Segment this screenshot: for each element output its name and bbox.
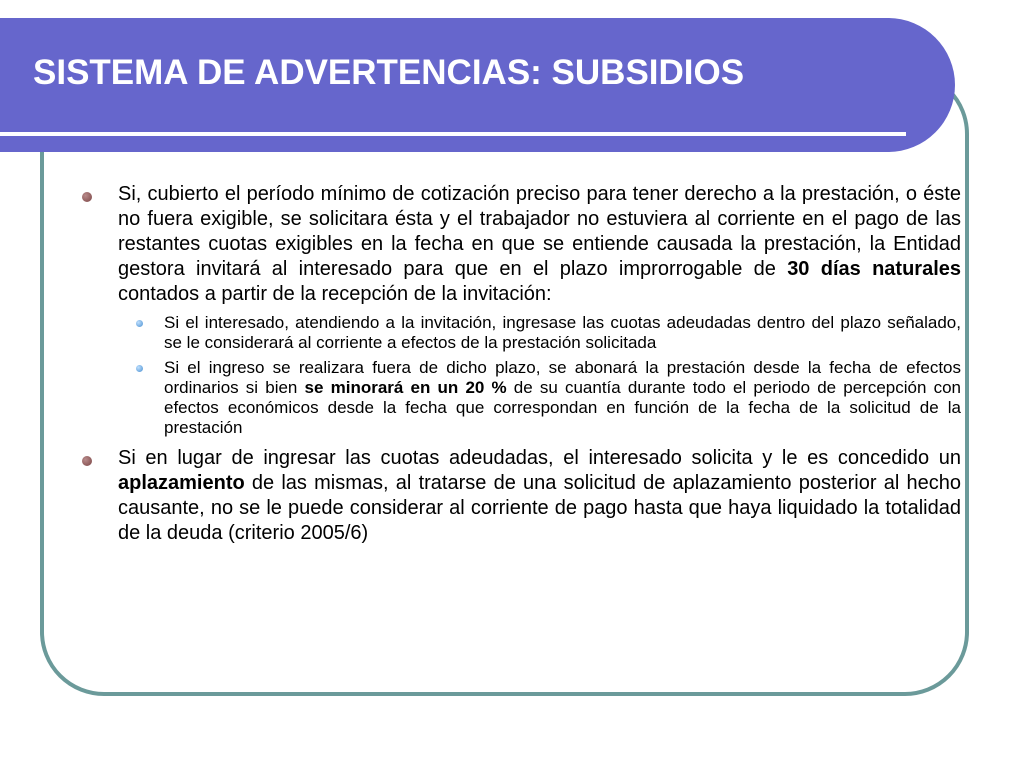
bullet-item [118, 182, 961, 307]
sub-bullet-text: de su cuantía durante todo el periodo de percepción con efectos económicos desde la fecha que correspondan en función de la fecha de la solicitud de la prestación [164, 378, 961, 437]
sub-bullet-dot-icon [136, 320, 143, 327]
bullet-item [118, 446, 961, 546]
bullet-bold-text: aplazamiento [118, 472, 245, 494]
bullet-text: contados a partir de la recepción de la invitación: [118, 283, 552, 305]
bullet-dot-icon [82, 192, 92, 202]
slide-title: SISTEMA DE ADVERTENCIAS: SUBSIDIOS [33, 53, 745, 92]
bullet-dot-icon [82, 456, 92, 466]
title-underline [0, 132, 906, 136]
slide-body [118, 182, 961, 552]
bullet-bold-text: 30 días naturales [787, 258, 961, 280]
sub-bullet-text: Si el ingreso se realizara fuera de dicho plazo, se abonará la prestación desde la fecha de efectos ordinarios si bien [164, 358, 961, 397]
sub-bullet-bold-text: se minorará en un 20 % [304, 378, 507, 397]
sub-bullet-item [164, 313, 961, 353]
bullet-text: Si en lugar de ingresar las cuotas adeudadas, el interesado solicita y le es concedido un [118, 447, 961, 469]
sub-bullet-item [164, 358, 961, 438]
bullet-text: Si, cubierto el período mínimo de cotización preciso para tener derecho a la prestación, o éste no fuera exigible, se solicitara ésta y el trabajador no estuviera al corriente en el pago de las restantes cuotas exigibles en la fecha en que se entiende causada la prestación, la Entidad gestora invitará al interesado para que en el plazo improrrogable de [118, 183, 961, 280]
bullet-text: de las mismas, al tratarse de una solicitud de aplazamiento posterior al hecho causante, no se le puede considerar al corriente de pago hasta que haya liquidado la totalidad de la deuda (criterio 2005/6) [118, 472, 961, 544]
sub-bullet-text: Si el interesado, atendiendo a la invitación, ingresase las cuotas adeudadas dentro del plazo señalado, se le considerará al corriente a efectos de la prestación solicitada [164, 313, 961, 352]
sub-bullet-dot-icon [136, 365, 143, 372]
sub-bullet-list [164, 313, 961, 438]
